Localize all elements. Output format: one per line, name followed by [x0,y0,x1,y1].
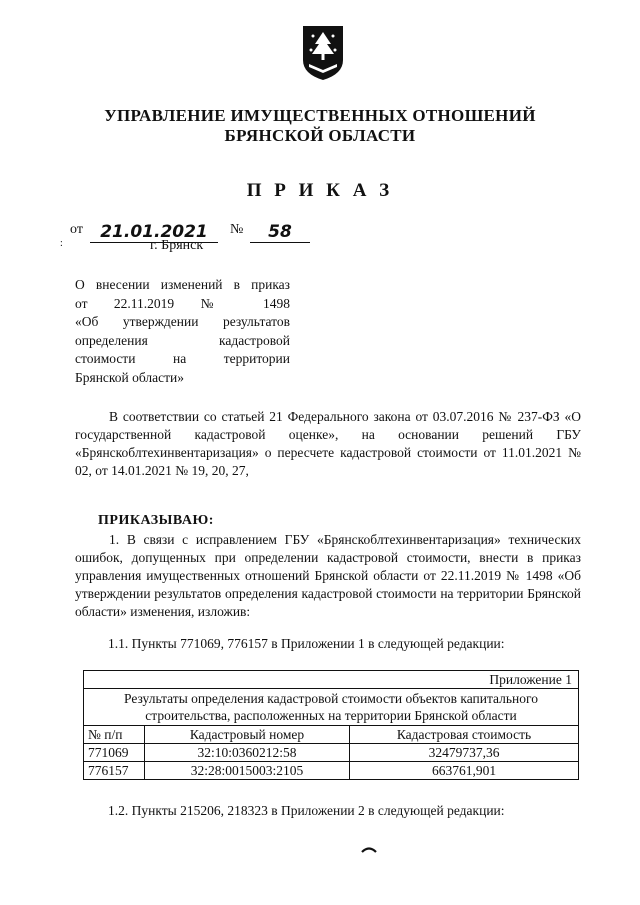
coat-of-arms-icon [301,24,345,82]
page-mark-icon [361,846,377,854]
organization-name-line2: БРЯНСКОЙ ОБЛАСТИ [224,126,416,145]
paragraph-1-2: 1.2. Пункты 215206, 218323 в Приложении 2 в следующей редакции: [108,803,505,818]
column-header: Кадастровый номер [145,726,350,744]
city: г. Брянск [150,238,204,253]
margin-mark: : [60,238,63,249]
appendix-label: Приложение 1 [84,671,579,689]
order-number: 58 [250,222,310,243]
table-cell: 663761,901 [350,762,579,780]
order-date: 21.01.2021 [90,222,218,243]
subject-line: от 22.11.2019 № 1498 [75,295,290,311]
paragraph-1: 1. В связи с исправлением ГБУ «Брянскоблтехинвентаризация» технических ошибок, допущенных при определении кадастровой стоимости, внести в приказ управления имущественных отношений Брянской области от 22.11.2019 № 1498 «Об утверждении результатов определения кадастровой стоимости на территории Брянской области» изменения, изложив: [75,532,581,619]
table-cell: 32:28:0015003:2105 [145,762,350,780]
table-cell: 32479737,36 [350,744,579,762]
table-row [84,744,579,762]
table-cell: 771069 [84,744,145,762]
table-caption-row [84,689,579,726]
subject-line: Брянской области» [75,369,185,385]
table-caption: Результаты определения кадастровой стоимости объектов капитального строительства, расположенных на территории Брянской области [84,689,579,726]
subject-line: О внесении изменений в приказ [75,277,290,292]
organization-name-line1: УПРАВЛЕНИЕ ИМУЩЕСТВЕННЫХ ОТНОШЕНИЙ [104,106,536,125]
column-header: № п/п [84,726,145,744]
subject-line: стоимости на территории [75,351,290,366]
date-prefix: от [70,222,83,237]
preamble-paragraph: В соответствии со статьей 21 Федерального закона от 03.07.2016 № 237-ФЗ «О государственной кадастровой оценке», на основании решений ГБУ «Брянскоблтехинвентаризация» о пересчете кадастровой стоимости от 11.01.2021 № 02, от 14.01.2021 № 19, 20, 27, [75,409,581,478]
table-cell: 776157 [84,762,145,780]
subject-line: определения кадастровой [75,332,290,348]
order-directive: ПРИКАЗЫВАЮ: [98,513,214,528]
subject-line: «Об утверждении результатов [75,314,290,329]
cadastral-value-table [83,670,579,780]
order-subject [75,276,290,387]
table-header-row [84,726,579,744]
table-cell: 32:10:0360212:58 [145,744,350,762]
table-row [84,762,579,780]
column-header: Кадастровая стоимость [350,726,579,744]
number-prefix: № [230,222,244,237]
document-title: П Р И К А З [246,180,394,201]
paragraph-1-1: 1.1. Пункты 771069, 776157 в Приложении 1 в следующей редакции: [108,636,505,651]
table-appendix-row [84,671,579,689]
